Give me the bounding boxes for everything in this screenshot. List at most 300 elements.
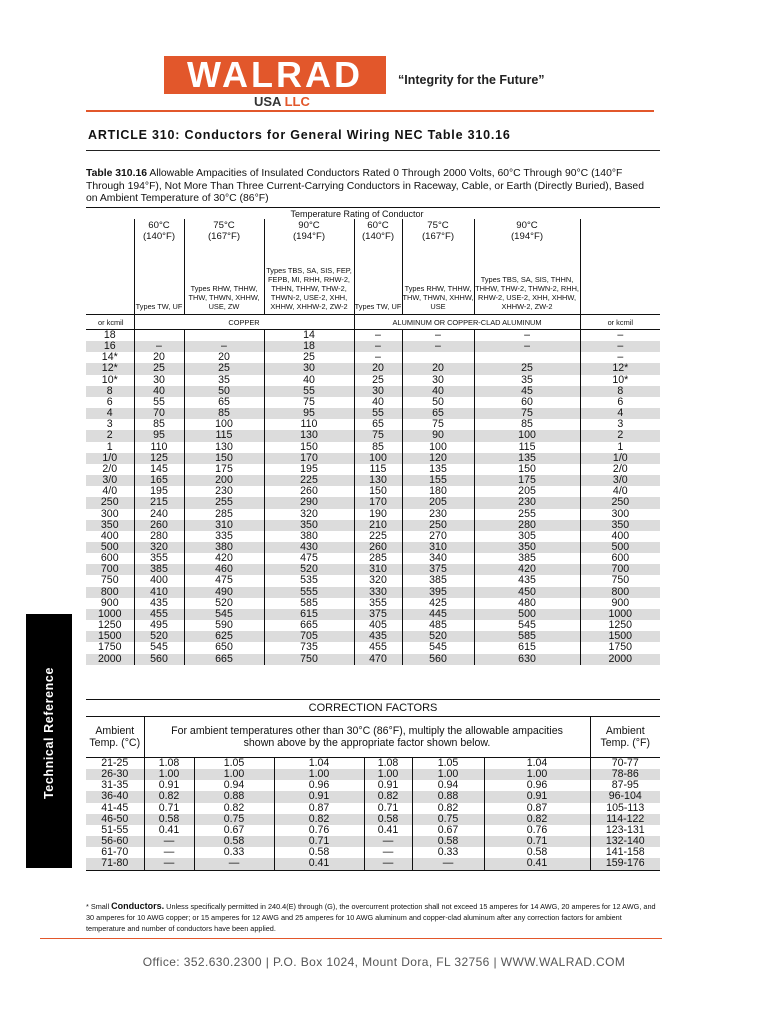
ampacity-value: 110	[134, 442, 184, 453]
logo-usa: USA	[254, 94, 281, 109]
ampacity-value	[402, 352, 474, 363]
ampacity-value: 55	[264, 386, 354, 397]
correction-factor: 1.04	[274, 758, 364, 770]
ampacity-value: 135	[402, 464, 474, 475]
ampacity-value: 225	[264, 475, 354, 486]
table-row	[86, 587, 660, 598]
ampacity-value: 520	[402, 631, 474, 642]
conductor-size: 1750	[97, 642, 122, 654]
ambient-c-header: Ambient Temp. (°C)	[86, 717, 144, 758]
ambient-f-range: 105-113	[590, 803, 660, 814]
table-row	[86, 575, 660, 586]
correction-factor: 0.76	[484, 825, 590, 836]
ampacity-value: 200	[184, 475, 264, 486]
ampacity-value: 240	[134, 509, 184, 520]
table-row	[86, 386, 660, 397]
ampacity-value: 30	[134, 375, 184, 386]
table-row	[86, 631, 660, 642]
correction-factor: 0.88	[412, 791, 484, 802]
correction-factor: 0.87	[274, 803, 364, 814]
correction-factor: 0.75	[194, 814, 274, 825]
ampacity-value: 250	[402, 520, 474, 531]
table-row	[86, 486, 660, 497]
ambient-f-range: 114-122	[590, 814, 660, 825]
ampacity-value: 450	[474, 587, 580, 598]
conductor-size: 4/0	[102, 486, 118, 498]
ampacity-value: –	[134, 341, 184, 352]
conductor-size: 500	[86, 542, 134, 553]
correction-factor: 0.33	[412, 847, 484, 858]
conductor-types: Types TW, UF	[134, 243, 184, 315]
ambient-c-range: 21-25	[101, 757, 129, 769]
ampacity-value: 310	[184, 520, 264, 531]
table-row	[86, 509, 660, 520]
blank-cell	[86, 243, 134, 315]
ampacity-value: 25	[134, 363, 184, 374]
conductor-size-right: 2000	[580, 654, 660, 665]
ampacity-value: 90	[402, 430, 474, 441]
ambient-c-range: 46-50	[86, 814, 144, 825]
ampacity-value: 230	[402, 509, 474, 520]
temp-c: 60°C	[148, 220, 170, 231]
correction-factor: —	[364, 836, 412, 847]
conductor-size-right: 350	[580, 520, 660, 531]
correction-factor: 0.41	[364, 825, 412, 836]
ampacity-value: –	[474, 330, 580, 342]
ampacity-value: 665	[184, 654, 264, 665]
ampacity-value: 35	[184, 375, 264, 386]
ampacity-value: 455	[354, 642, 402, 653]
ampacity-value: 585	[474, 631, 580, 642]
conductor-size: 18	[103, 329, 116, 341]
ampacity-value: 40	[264, 375, 354, 386]
ambient-f-header: Ambient Temp. (°F)	[590, 717, 660, 758]
ampacity-value: 585	[264, 598, 354, 609]
ampacity-value: 135	[474, 453, 580, 464]
ampacity-value: 545	[402, 642, 474, 653]
table-row	[86, 341, 660, 352]
ampacity-value: 280	[134, 531, 184, 542]
ampacity-value: 205	[402, 497, 474, 508]
ampacity-value: 430	[264, 542, 354, 553]
walrad-logo	[164, 56, 386, 108]
ampacity-value: 130	[264, 430, 354, 441]
ampacity-value: 65	[354, 419, 402, 430]
correction-note: For ambient temperatures other than 30°C (86°F), multiply the allowable ampacities shown above by the appropriate factor shown below.	[144, 717, 590, 758]
table-row	[86, 453, 660, 464]
ambient-f-range: 78-86	[590, 769, 660, 780]
conductor-size-right: 10*	[580, 375, 660, 386]
correction-factor: 0.71	[144, 803, 194, 814]
footnote-bold: Conductors.	[111, 901, 165, 911]
conductor-size: 250	[86, 497, 134, 508]
table-row	[86, 654, 660, 665]
correction-factor: 0.71	[364, 803, 412, 814]
ampacity-value: 615	[264, 609, 354, 620]
conductor-size-right: 2	[580, 430, 660, 441]
conductor-size: 300	[100, 508, 119, 520]
ampacity-value: 435	[134, 598, 184, 609]
ampacity-value: 280	[474, 520, 580, 531]
ampacity-value: 20	[184, 352, 264, 363]
ampacity-value: –	[402, 341, 474, 352]
correction-factor: 1.00	[412, 769, 484, 780]
ampacity-value: 25	[264, 352, 354, 363]
table-row	[86, 442, 660, 453]
temp-f: (140°F)	[361, 231, 395, 242]
size-label-left: or kcmil	[86, 315, 134, 330]
ampacity-value: 475	[264, 553, 354, 564]
ampacity-value: 100	[184, 419, 264, 430]
correction-factor: 1.00	[484, 769, 590, 780]
footnote-mark: * Small	[86, 902, 112, 911]
conductor-size-right: 1/0	[580, 453, 660, 464]
ampacity-value: 25	[474, 363, 580, 374]
conductor-size: 600	[100, 553, 119, 565]
ampacity-value: 435	[474, 575, 580, 586]
ampacity-value: 25	[354, 375, 402, 386]
correction-factor: 0.67	[412, 825, 484, 836]
ampacity-value: 485	[402, 620, 474, 631]
table-row	[86, 520, 660, 531]
conductor-size-right: 800	[580, 587, 660, 598]
ampacity-value: –	[354, 352, 402, 363]
ampacity-value: 190	[354, 509, 402, 520]
ampacity-value: 385	[402, 575, 474, 586]
ampacity-value: 320	[354, 575, 402, 586]
conductor-types: Types TBS, SA, SIS, THHN, THHW, THW-2, THWN-2, RHH, RHW-2, USE-2, XHH, XHHW, XHHW-2, ZW-2	[474, 243, 580, 315]
ampacity-value: 130	[354, 475, 402, 486]
size-label-right: or kcmil	[580, 315, 660, 330]
temp-c: 90°C	[516, 220, 538, 231]
correction-factor: 0.75	[412, 814, 484, 825]
ampacity-value: 40	[134, 386, 184, 397]
ampacity-value: 545	[184, 609, 264, 620]
temp-header	[184, 219, 264, 243]
conductor-size-right: 4/0	[580, 486, 660, 497]
temp-header	[264, 219, 354, 243]
conductor-size-right: 1	[580, 442, 660, 453]
correction-factor: 0.41	[144, 825, 194, 836]
conductor-size: 12*	[86, 363, 134, 374]
blank-cell	[86, 219, 134, 243]
ampacity-value: 395	[402, 587, 474, 598]
ampacity-value: 420	[474, 564, 580, 575]
correction-factor: 0.94	[412, 780, 484, 791]
ampacity-value: 615	[474, 642, 580, 653]
ampacity-value: 60	[474, 397, 580, 408]
ampacity-value: 330	[354, 587, 402, 598]
side-tab-label: Technical Reference	[42, 666, 56, 800]
table-row	[86, 397, 660, 408]
ampacity-value: 255	[474, 509, 580, 520]
ampacity-value: 195	[134, 486, 184, 497]
conductor-size-right: –	[580, 341, 660, 352]
conductor-size-right: –	[580, 330, 660, 342]
temp-header	[134, 219, 184, 243]
ambient-f-range: 96-104	[590, 791, 660, 802]
table-row	[86, 598, 660, 609]
ambient-c-range: 71-80	[86, 858, 144, 870]
table-row	[86, 408, 660, 419]
ambient-f-range: 70-77	[590, 758, 660, 770]
ampacity-value: 355	[354, 598, 402, 609]
ampacity-value: 255	[184, 497, 264, 508]
ampacity-value: 150	[184, 453, 264, 464]
ampacity-value: 385	[474, 553, 580, 564]
correction-factor: 1.08	[144, 758, 194, 770]
conductor-size: 2	[86, 430, 134, 441]
ampacity-value: 545	[134, 642, 184, 653]
correction-factor: 0.58	[274, 847, 364, 858]
ampacity-value: 20	[354, 363, 402, 374]
conductor-size: 1000	[86, 609, 134, 620]
temp-header	[474, 219, 580, 243]
ambient-c-range: 56-60	[86, 836, 144, 847]
ampacity-value: 310	[354, 564, 402, 575]
ambient-f-range: 141-158	[590, 847, 660, 858]
header	[0, 0, 768, 112]
ampacity-value: 170	[264, 453, 354, 464]
ampacity-value: 470	[354, 654, 402, 665]
ampacity-value: 435	[354, 631, 402, 642]
conductor-size-right: 1250	[580, 620, 660, 631]
correction-factor: 0.58	[194, 836, 274, 847]
ambient-f-range: 159-176	[590, 858, 660, 870]
blank-cell	[580, 243, 660, 315]
ampacity-value: 260	[264, 486, 354, 497]
ambient-c-range: 36-40	[86, 791, 144, 802]
correction-factor: 0.82	[274, 814, 364, 825]
ampacity-value: 75	[474, 408, 580, 419]
correction-row	[86, 858, 660, 870]
ampacity-value: 115	[184, 430, 264, 441]
ampacity-value: 290	[264, 497, 354, 508]
conductor-size: 1250	[97, 620, 122, 632]
correction-factor: 0.96	[484, 780, 590, 791]
correction-factor: —	[144, 858, 194, 870]
ampacity-value: 555	[264, 587, 354, 598]
correction-row	[86, 791, 660, 802]
correction-factor: 1.05	[194, 758, 274, 770]
footer-divider	[40, 938, 662, 939]
ampacity-value: 560	[134, 654, 184, 665]
intro-text: Allowable Ampacities of Insulated Conductors Rated 0 Through 2000 Volts, 60°C Through 90°C (140°F Through 194°F), Not More Than Three Current-Carrying Conductors in Raceway, Cable, or Earth (Directly Buried), Based on Ambient Temperature of 30°C (86°F)	[86, 168, 644, 204]
ampacity-value: 350	[474, 542, 580, 553]
ampacity-value: 270	[402, 531, 474, 542]
conductor-size-right: 400	[580, 531, 660, 542]
correction-factor: 0.91	[364, 780, 412, 791]
ampacity-value: 650	[184, 642, 264, 653]
conductor-size: 1/0	[86, 453, 134, 464]
conductor-size: 4	[86, 408, 134, 419]
conductor-size-right: –	[580, 352, 660, 363]
ampacity-value: 65	[402, 408, 474, 419]
conductor-size-right: 900	[580, 598, 660, 609]
correction-factor: 0.82	[412, 803, 484, 814]
ampacity-value: 18	[264, 341, 354, 352]
ampacity-value: 410	[134, 587, 184, 598]
correction-factor: —	[194, 858, 274, 870]
conductor-size-right: 4	[580, 408, 660, 419]
ampacity-value: 495	[134, 620, 184, 631]
ampacity-value: 20	[402, 363, 474, 374]
ampacity-value: 735	[264, 642, 354, 653]
ampacity-value: 125	[134, 453, 184, 464]
conductor-size: 750	[100, 575, 119, 587]
conductor-size-right: 6	[580, 397, 660, 408]
correction-factor: 1.00	[194, 769, 274, 780]
ampacity-value: 405	[354, 620, 402, 631]
ampacity-value: 285	[354, 553, 402, 564]
ampacity-value: 115	[354, 464, 402, 475]
ampacity-value: 65	[184, 397, 264, 408]
title-divider	[86, 150, 660, 151]
ampacity-value: 480	[474, 598, 580, 609]
ampacity-value: 625	[184, 631, 264, 642]
ampacity-value: 35	[474, 375, 580, 386]
ampacity-value: 55	[354, 408, 402, 419]
ampacity-value: 320	[134, 542, 184, 553]
conductor-size: 16	[86, 341, 134, 352]
correction-factor: 0.88	[194, 791, 274, 802]
conductor-size: 3	[106, 419, 113, 431]
ambient-c-range: 41-45	[101, 801, 129, 814]
ampacity-value: 230	[184, 486, 264, 497]
temp-f: (167°F)	[421, 231, 455, 242]
ampacity-value: 520	[184, 598, 264, 609]
ampacity-value: 400	[134, 575, 184, 586]
ampacity-value	[184, 330, 264, 342]
temp-f: (194°F)	[292, 231, 326, 242]
conductor-size: 6	[106, 396, 113, 408]
ampacity-value: 85	[354, 442, 402, 453]
ampacity-value: 455	[134, 609, 184, 620]
table-intro	[86, 168, 658, 206]
temp-c: 75°C	[213, 220, 235, 231]
ampacity-value: 475	[184, 575, 264, 586]
ambient-c-range: 61-70	[101, 846, 129, 859]
ampacity-value: 420	[184, 553, 264, 564]
article-title: ARTICLE 310: Conductors for General Wiring NEC Table 310.16	[88, 128, 511, 142]
correction-factor: 0.58	[144, 814, 194, 825]
correction-factor: 0.91	[144, 780, 194, 791]
ampacity-value: 50	[402, 397, 474, 408]
ampacity-value: 630	[474, 654, 580, 665]
correction-factor: 1.08	[364, 758, 412, 770]
ampacity-value: 340	[402, 553, 474, 564]
conductor-size-right: 600	[580, 553, 660, 564]
correction-factor: —	[364, 858, 412, 870]
conductor-size: 3/0	[86, 475, 134, 486]
correction-factor: 1.05	[412, 758, 484, 770]
ampacity-value: 120	[402, 453, 474, 464]
logo-llc: LLC	[284, 94, 310, 109]
table-row	[86, 475, 660, 486]
correction-factor: 0.82	[144, 791, 194, 802]
conductor-size-right: 2/0	[580, 464, 660, 475]
ampacity-value: 705	[264, 631, 354, 642]
ampacity-value: 750	[264, 654, 354, 665]
footer-contact: Office: 352.630.2300 | P.O. Box 1024, Mount Dora, FL 32756 | WWW.WALRAD.COM	[142, 955, 626, 969]
ampacity-value: 30	[264, 363, 354, 374]
conductor-size-right: 8	[580, 386, 660, 397]
copper-label: COPPER	[134, 315, 354, 330]
footnote-text: Unless specifically permitted in 240.4(E) through (G), the overcurrent protection shall not exceed 15 amperes for 14 AWG, 20 amperes for 12 AWG, and 30 amperes for 10 AWG copper; or 15 amperes for 12 AWG and 25 amperes for 10 AWG aluminum and copper-clad aluminum after any correction factors for ambient temperature and number of conductors have been applied.	[86, 902, 656, 933]
ambient-f-range: 123-131	[590, 825, 660, 836]
ampacity-value: 155	[402, 475, 474, 486]
ampacity-value: 335	[184, 531, 264, 542]
ampacity-value: 75	[354, 430, 402, 441]
ampacity-value: 520	[134, 631, 184, 642]
ampacity-value: 175	[474, 475, 580, 486]
conductor-size: 2/0	[102, 463, 118, 475]
ampacity-value: 545	[474, 620, 580, 631]
table-row	[86, 352, 660, 363]
correction-factor: 0.71	[484, 836, 590, 847]
ampacity-value: 490	[184, 587, 264, 598]
conductor-size: 400	[100, 530, 119, 542]
temp-c: 75°C	[427, 220, 449, 231]
ampacity-value: 310	[402, 542, 474, 553]
conductor-size: 900	[100, 597, 119, 609]
ampacity-value: 380	[184, 542, 264, 553]
table-row	[86, 531, 660, 542]
conductor-size-right: 12*	[580, 363, 660, 374]
correction-factor: 0.82	[364, 791, 412, 802]
correction-factor: 0.76	[274, 825, 364, 836]
ampacity-value: 560	[402, 654, 474, 665]
ampacity-value: 260	[134, 520, 184, 531]
conductor-size: 1500	[86, 631, 134, 642]
ampacity-value: 210	[354, 520, 402, 531]
ampacity-value: 225	[354, 531, 402, 542]
ampacity-value: 180	[402, 486, 474, 497]
ampacity-value: 385	[134, 564, 184, 575]
conductor-types: Types RHW, THHW, THW, THWN, XHHW, USE	[402, 243, 474, 315]
ampacity-value: 150	[354, 486, 402, 497]
ampacity-value: 145	[134, 464, 184, 475]
conductor-size: 800	[86, 587, 134, 598]
ampacity-value: –	[402, 330, 474, 342]
ampacity-value: 75	[264, 397, 354, 408]
ampacity-value: 520	[264, 564, 354, 575]
table-row	[86, 363, 660, 374]
intro-label: Table 310.16	[86, 168, 148, 179]
ampacity-value: 30	[354, 386, 402, 397]
ampacity-value	[474, 352, 580, 363]
ampacity-value: 40	[402, 386, 474, 397]
conductor-size-right: 700	[580, 564, 660, 575]
footnote	[86, 901, 658, 934]
ampacity-value: 425	[402, 598, 474, 609]
ampacity-value: 375	[402, 564, 474, 575]
ampacity-value: –	[184, 341, 264, 352]
table-row	[86, 464, 660, 475]
correction-factor: 0.33	[194, 847, 274, 858]
aluminum-label: ALUMINUM OR COPPER-CLAD ALUMINUM	[354, 315, 580, 330]
correction-factor: 0.58	[484, 847, 590, 858]
correction-factor: 0.91	[484, 791, 590, 802]
ampacity-value: 460	[184, 564, 264, 575]
ampacity-value: 40	[354, 397, 402, 408]
ampacity-value: 380	[264, 531, 354, 542]
ampacity-value: 85	[184, 408, 264, 419]
correction-factor: 0.58	[364, 814, 412, 825]
correction-factors-title: CORRECTION FACTORS	[86, 700, 660, 717]
blank-cell	[580, 219, 660, 243]
conductor-size: 10*	[101, 374, 118, 386]
